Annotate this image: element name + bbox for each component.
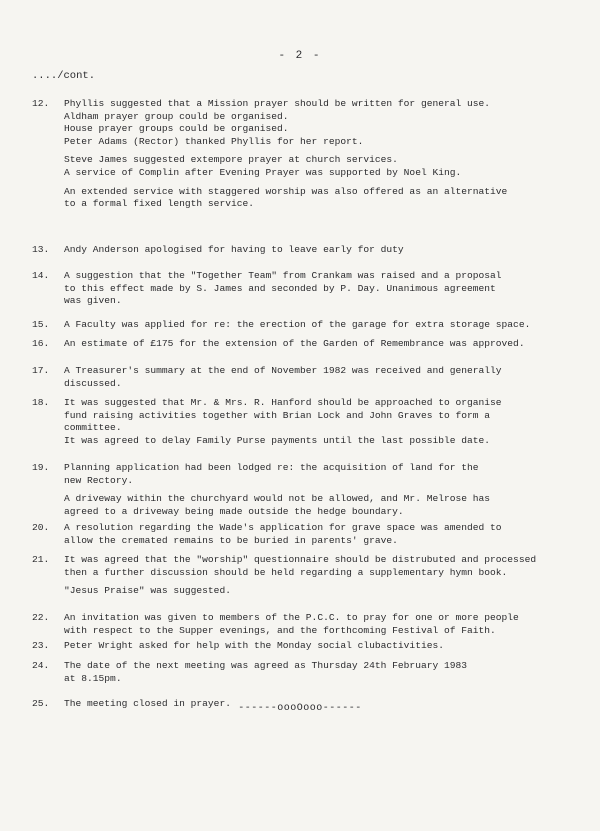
item-number: 13. bbox=[32, 244, 50, 255]
item-number: 22. bbox=[32, 612, 50, 623]
closing-mark: ------oooOooo------ bbox=[238, 703, 362, 714]
item-paragraph: "Jesus Praise" was suggested. bbox=[64, 585, 231, 597]
item-paragraph: An estimate of £175 for the extension of the Garden of Remembrance was approved. bbox=[64, 338, 525, 349]
item-body bbox=[64, 338, 572, 357]
item-paragraph: An invitation was given to members of the P.C.C. to pray for one or more people with respect to the Supper evenings, and the forthcoming Festival of Faith. bbox=[64, 612, 519, 636]
item-number: 19. bbox=[32, 462, 50, 473]
item-number: 15. bbox=[32, 319, 50, 330]
item-number: 25. bbox=[32, 698, 50, 709]
item-paragraph: A driveway within the churchyard would not be allowed, and Mr. Melrose has agreed to a driveway being made outside the hedge boundary. bbox=[64, 493, 491, 517]
item-number: 17. bbox=[32, 365, 50, 376]
item-number: 20. bbox=[32, 522, 50, 533]
item-number: 12. bbox=[32, 98, 50, 109]
item-paragraph: The meeting closed in prayer. bbox=[64, 698, 231, 709]
item-paragraph: Steve James suggested extempore prayer at church services. A service of Complin after Evening Prayer was supported by Noel King. bbox=[64, 154, 462, 178]
item-body bbox=[64, 244, 572, 263]
item-paragraph: It was agreed that the "worship" questionnaire should be distrubuted and processed then a further discussion should be held regarding a supplementary hymn book. bbox=[64, 554, 537, 578]
item-number: 14. bbox=[32, 270, 50, 281]
item-paragraph: A suggestion that the "Together Team" from Crankam was raised and a proposal to this effect made by S. James and seconded by P. Day. Unanimous agreement was given. bbox=[64, 270, 502, 307]
item-body bbox=[64, 98, 572, 217]
item-paragraph: Phyllis suggested that a Mission prayer should be written for general use. Aldham prayer group could be organised. House prayer groups could be organised. Peter Adams (Rector) thanked Phyllis for her report. bbox=[64, 98, 491, 147]
item-paragraph: A Treasurer's summary at the end of November 1982 was received and generally discussed. bbox=[64, 365, 502, 389]
item-body bbox=[64, 397, 572, 453]
item-body bbox=[64, 554, 572, 604]
item-paragraph: Andy Anderson apologised for having to leave early for duty bbox=[64, 244, 404, 255]
continuation-marker: ..../cont. bbox=[32, 70, 96, 82]
page-number: - 2 - bbox=[278, 50, 322, 62]
item-paragraph: The date of the next meeting was agreed as Thursday 24th February 1983 at 8.15pm. bbox=[64, 660, 468, 684]
item-body bbox=[64, 365, 572, 396]
item-number: 16. bbox=[32, 338, 50, 349]
item-number: 18. bbox=[32, 397, 50, 408]
item-number: 21. bbox=[32, 554, 50, 565]
item-paragraph: Peter Wright asked for help with the Monday social clubactivities. bbox=[64, 640, 444, 651]
item-paragraph: An extended service with staggered worship was also offered as an alternative to a formal fixed length service. bbox=[64, 185, 508, 210]
item-body bbox=[64, 612, 572, 643]
item-paragraph: Planning application had been lodged re: the acquisition of land for the new Rectory. bbox=[64, 462, 479, 486]
item-paragraph: It was suggested that Mr. & Mrs. R. Hanford should be approached to organise fund raising activities together with Brian Lock and John Graves to form a committee. It was agreed to delay Family Purse payments until the last possible date. bbox=[64, 397, 502, 446]
item-body bbox=[64, 462, 572, 524]
item-body bbox=[64, 522, 572, 553]
item-body bbox=[64, 660, 572, 691]
item-paragraph: A resolution regarding the Wade's application for grave space was amended to allow the cremated remains to be buried in parents' grave. bbox=[64, 522, 502, 546]
item-number: 24. bbox=[32, 660, 50, 671]
item-body bbox=[64, 640, 572, 659]
item-body bbox=[64, 270, 572, 314]
item-body bbox=[64, 319, 572, 338]
item-paragraph: A Faculty was applied for re: the erection of the garage for extra storage space. bbox=[64, 319, 531, 330]
item-number: 23. bbox=[32, 640, 50, 651]
